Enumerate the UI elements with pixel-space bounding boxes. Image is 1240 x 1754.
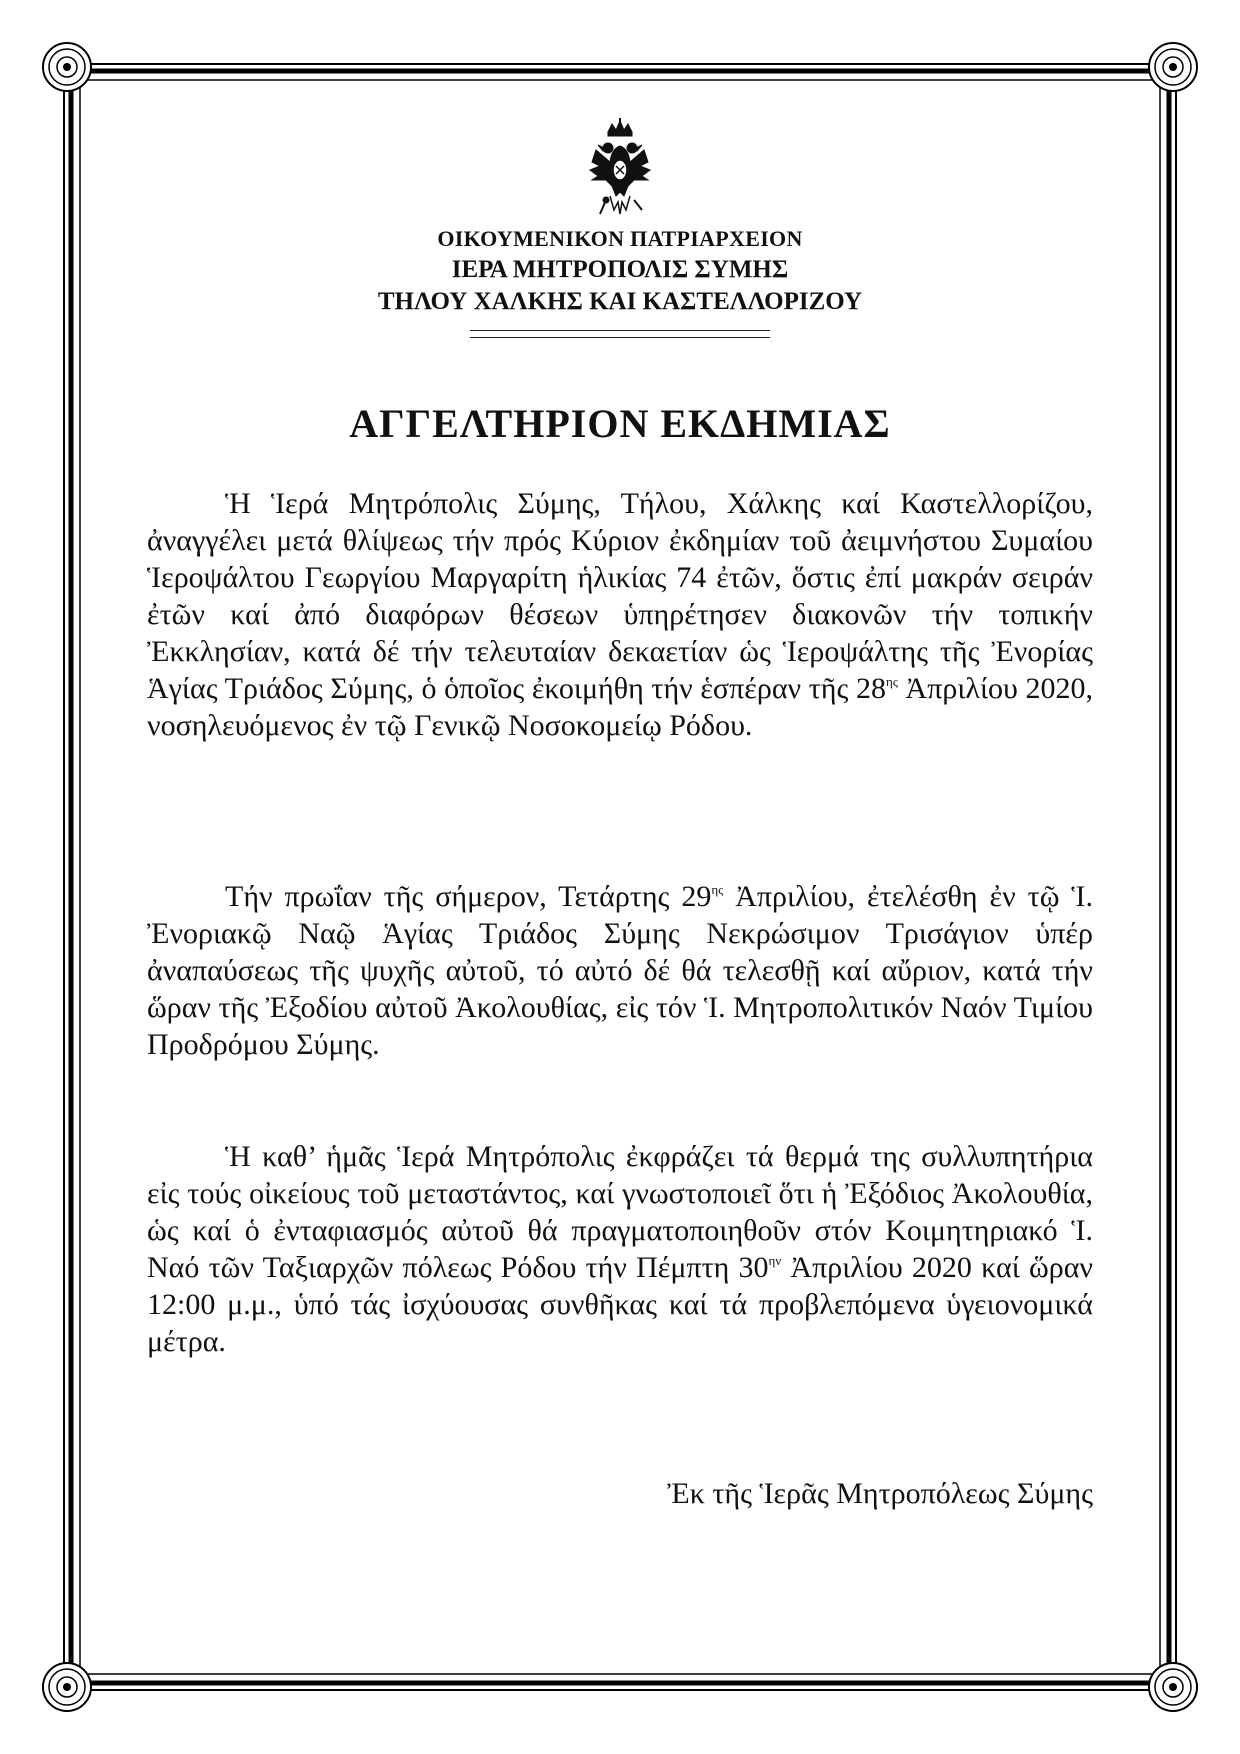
- double-headed-eagle-icon: [588, 118, 652, 218]
- header-line-metropolis: ΙΕΡΑ ΜΗΤΡΟΠΟΛΙΣ ΣΥΜΗΣ: [451, 256, 789, 283]
- paragraph-announcement: Ἡ Ἱερά Μητρόπολις Σύμης, Τήλου, Χάλκης καί Καστελλορίζου, ἀναγγέλει μετά θλίψεως τήν πρός Κύριον ἐκδημίαν τοῦ ἀειμνήστου Συμαίου Ἱεροψάλτου Γεωργίου Μαργαρίτη ἡλικίας 74 ἐτῶν, ὅστις ἐπί μακράν σειράν ἐτῶν καί ἀπό διαφόρων θέσεων ὑπηρέτησεν διακονῶν τήν τοπικήν Ἐκκλησίαν, κατά δέ τήν τελευταίαν δεκαετίαν ὡς Ἱεροψάλτης τῆς Ἐνορίας Ἁγίας Τριάδος Σύμης, ὁ ὁποῖος ἐκοιμήθη τήν ἑσπέραν τῆς $28^{\eta\varsigma}$ Ἀπριλίου 2020, νοσηλευόμενος ἐν τῷ Γενικῷ Νοσοκομείῳ Ρόδου.: [147, 487, 1094, 742]
- header-line-islands: ΤΗΛΟΥ ΧΑΛΚΗΣ ΚΑΙ ΚΑΣΤΕΛΛΟΡΙΖΟΥ: [377, 288, 863, 315]
- header-line-patriarchate: ΟΙΚΟΥΜΕΝΙΚΟΝ ΠΑΤΡΙΑΡΧΕΙΟΝ: [437, 226, 803, 251]
- corner-bottom-right-icon: [1149, 1663, 1197, 1711]
- paragraph-condolences: Ἡ καθ’ ἡμᾶς Ἱερά Μητρόπολις ἐκφράζει τά θερμά της συλλυπητήρια εἰς τούς οἰκείους τοῦ μεταστάντος, καί γνωστοποιεῖ ὅτι ἡ Ἐξόδιος Ἀκολουθία, ὡς καί ὁ ἐνταφιασμός αὐτοῦ θά πραγματοποιηθοῦν στόν Κοιμητηριακό Ἱ. Ναό τῶν Ταξιαρχῶν πόλεως Ρόδου τήν Πέμπτη $30^{\eta\nu}$ Ἀπριλίου 2020 καί ὥραν 12:00 μ.μ., ὑπό τάς ἰσχύουσας συνθῆκας καί τά προβλεπόμενα ὑγειονομικά μέτρα.: [147, 1140, 1093, 1358]
- corner-top-right-icon: [1149, 43, 1197, 91]
- paragraph-trisagion: Τήν πρωΐαν τῆς σήμερον, Τετάρτης $29^{\eta\varsigma}$ Ἀπριλίου, ἐτελέσθη ἐν τῷ Ἱ. Ἐνοριακῷ Ναῷ Ἁγίας Τριάδος Σύμης Νεκρώσιμον Τρισάγιον ὑπέρ ἀναπαύσεως τῆς ψυχῆς αὐτοῦ, τό αὐτό δέ θά τελεσθῇ καί αὔριον, κατά τήν ὥραν τῆς Ἐξοδίου αὐτοῦ Ἀκολουθίας, εἰς τόν Ἱ. Μητροπολιτικόν Ναόν Τιμίου Προδρόμου Σύμης.: [147, 880, 1093, 1061]
- corner-bottom-left-icon: [43, 1663, 91, 1711]
- header-divider: [470, 330, 770, 338]
- corner-top-left-icon: [43, 43, 91, 91]
- signature: Ἐκ τῆς Ἱερᾶς Μητροπόλεως Σύμης: [667, 1477, 1093, 1510]
- document-title: ΑΓΓΕΛΤΗΡΙΟΝ ΕΚΔΗΜΙΑΣ: [349, 401, 891, 446]
